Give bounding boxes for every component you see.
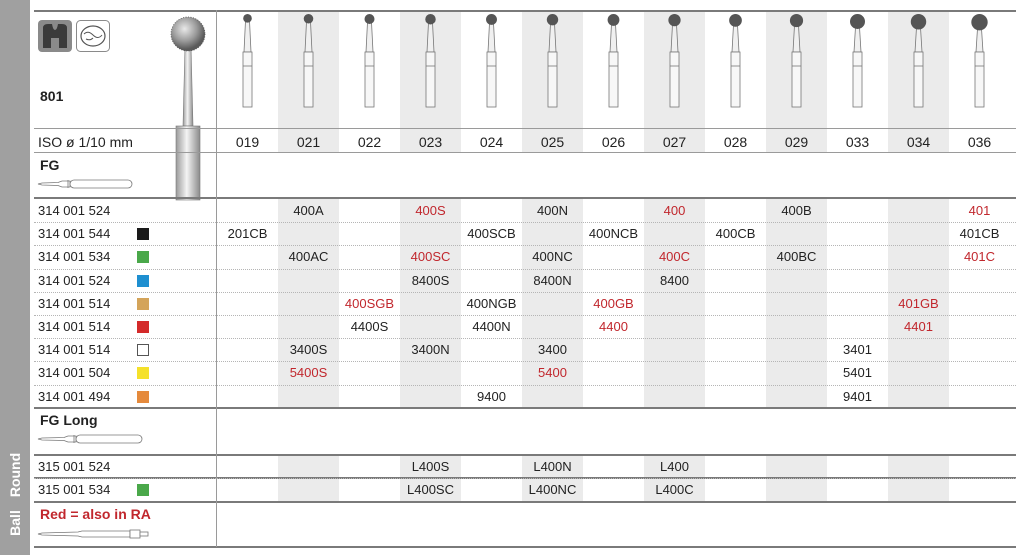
fg-long-order-code: 315 001 524 — [38, 459, 111, 474]
color-ring-swatch — [137, 484, 149, 496]
bur-illustration-025 — [547, 14, 558, 107]
iso-size-026: 026 — [601, 134, 626, 150]
ball-bur-icon — [165, 16, 211, 200]
fg-order-code: 314 001 524 — [38, 272, 111, 288]
fg-cell: 400SGB — [344, 295, 395, 311]
bur-illustration-022 — [365, 14, 375, 107]
iso-size-033: 033 — [845, 134, 870, 150]
fg-cell: 400AC — [288, 249, 329, 265]
fg-cell: 401CB — [959, 226, 1000, 242]
tooth-occlusal-icon — [76, 20, 110, 52]
fg-cell: 401 — [968, 203, 991, 218]
iso-size-023: 023 — [418, 134, 443, 150]
fg-cell: 400B — [781, 203, 812, 218]
fg-cell: 400NCB — [588, 226, 639, 242]
bur-illustration-021 — [304, 14, 314, 107]
bur-illustration-033 — [850, 14, 865, 107]
fg-cell: 400SCB — [467, 226, 516, 242]
bur-illustration-024 — [486, 14, 497, 107]
iso-size-025: 025 — [540, 134, 565, 150]
bur-illustration-034 — [911, 14, 926, 107]
bur-illustration-019 — [243, 14, 252, 107]
fg-cell: 400S — [415, 203, 446, 218]
section-label-ball: Ball — [7, 510, 23, 536]
fg-cell: 9401 — [843, 388, 872, 404]
color-ring-swatch — [137, 344, 149, 356]
iso-size-036: 036 — [967, 134, 992, 150]
fg-cell: 8400 — [660, 272, 689, 288]
fg-cell: 400C — [658, 249, 691, 265]
fg-cell: 400A — [293, 203, 324, 218]
fg-cell: 400NC — [532, 249, 573, 265]
fg-order-code: 314 001 534 — [38, 249, 111, 265]
fg-long-cell: L400 — [660, 459, 689, 474]
fg-order-code: 314 001 494 — [38, 388, 111, 404]
fg-cell: 400CB — [715, 226, 756, 242]
bur-illustration-023 — [425, 14, 435, 107]
iso-size-022: 022 — [357, 134, 382, 150]
fg-cell: 400GB — [593, 295, 634, 311]
iso-size-029: 029 — [784, 134, 809, 150]
bur-fg-long-icon — [38, 433, 144, 445]
iso-size-034: 034 — [906, 134, 931, 150]
color-ring-swatch — [137, 391, 149, 403]
bur-illustration-036 — [971, 14, 987, 107]
fg-cell: 5401 — [843, 365, 872, 381]
fg-cell: 3400N — [411, 342, 450, 358]
fg-cell: 8400S — [411, 272, 450, 288]
iso-size-019: 019 — [235, 134, 260, 150]
color-ring-swatch — [137, 251, 149, 263]
iso-size-028: 028 — [723, 134, 748, 150]
fg-long-order-code: 315 001 534 — [38, 482, 111, 497]
fg-long-cell: L400S — [411, 459, 450, 474]
fg-order-code: 314 001 544 — [38, 226, 111, 242]
bur-illustration-026 — [608, 14, 620, 107]
fg-cell: 4401 — [904, 319, 933, 334]
bur-illustration-029 — [790, 14, 803, 107]
red-legend-note: Red = also in RA — [40, 506, 151, 522]
fg-cell: 400SC — [410, 249, 451, 265]
iso-size-label: ISO ø 1/10 mm — [38, 134, 133, 150]
color-ring-swatch — [137, 275, 149, 287]
iso-size-027: 027 — [662, 134, 687, 150]
fg-order-code: 314 001 514 — [38, 319, 111, 334]
fg-cell: 400N — [536, 203, 569, 218]
color-ring-swatch — [137, 367, 149, 379]
fg-cell: 400NGB — [466, 295, 517, 311]
fg-cell: 3401 — [843, 342, 872, 358]
fg-long-cell: L400C — [655, 482, 694, 497]
fg-order-code: 314 001 514 — [38, 295, 111, 311]
fg-cell: 401GB — [898, 295, 939, 311]
fg-cell: 4400 — [599, 319, 628, 334]
iso-size-021: 021 — [296, 134, 321, 150]
iso-size-024: 024 — [479, 134, 504, 150]
color-ring-swatch — [137, 298, 149, 310]
bur-illustration-028 — [729, 14, 742, 107]
fg-cell: 8400N — [533, 272, 572, 288]
fg-cell: 201CB — [227, 226, 268, 242]
section-label-round: Round — [7, 452, 23, 498]
fg-cell: 4400N — [472, 319, 511, 334]
fg-long-cell: L400N — [533, 459, 572, 474]
fg-order-code: 314 001 504 — [38, 365, 111, 381]
fg-order-code: 314 001 524 — [38, 203, 111, 218]
fg-cell: 9400 — [477, 388, 506, 404]
product-code: 801 — [40, 88, 64, 104]
fg-cell: 400 — [663, 203, 686, 218]
fg-cell: 3400S — [289, 342, 328, 358]
fg-cell: 4400S — [350, 319, 389, 334]
fg-cell: 3400 — [538, 342, 567, 358]
fg-long-cell: L400SC — [407, 482, 454, 497]
fg-cell: 401C — [963, 249, 996, 265]
color-ring-swatch — [137, 321, 149, 333]
fg-cell: 5400S — [289, 365, 328, 381]
fg-long-cell: L400NC — [528, 482, 577, 497]
bur-size-illustrations — [217, 10, 1017, 110]
fg-order-code: 314 001 514 — [38, 342, 111, 358]
bur-ra-icon — [38, 527, 150, 541]
fg-section-title: FG — [40, 157, 60, 173]
color-ring-swatch — [137, 228, 149, 240]
tooth-crown-icon — [38, 20, 72, 52]
fg-cell: 5400 — [538, 365, 567, 381]
fg-long-section-title: FG Long — [40, 412, 98, 428]
bur-illustration-027 — [668, 14, 680, 107]
fg-cell: 400BC — [776, 249, 817, 265]
bur-fg-icon — [38, 178, 134, 190]
section-tab — [0, 0, 30, 555]
